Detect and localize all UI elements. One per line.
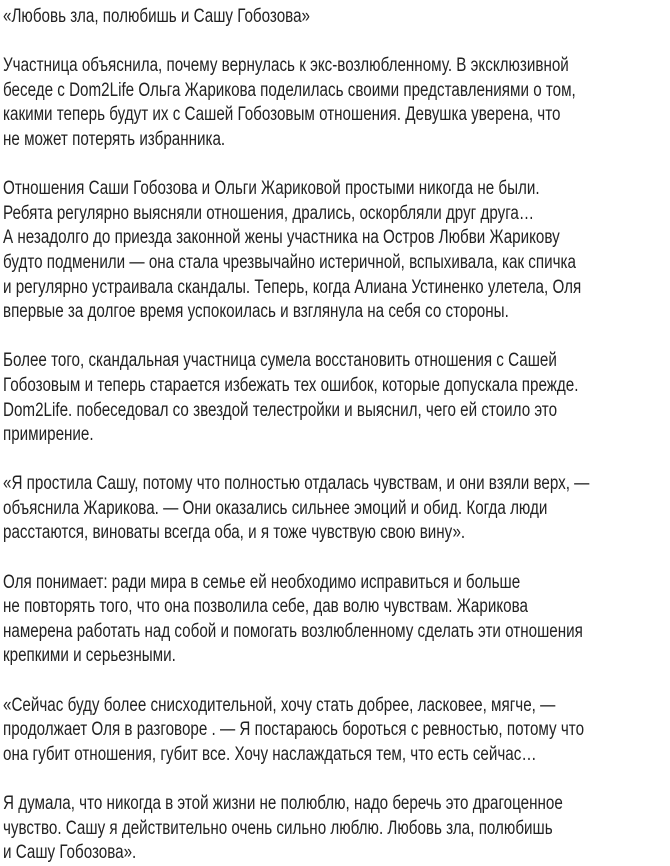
quote-2 — [3, 694, 670, 768]
paragraph-3 — [3, 349, 670, 447]
paragraph-line: впервые за долгое время успокоилась и взглянула на себя со стороны. — [3, 301, 509, 323]
paragraph-spacer — [3, 767, 670, 792]
paragraph-spacer — [3, 153, 670, 178]
quote-3 — [3, 792, 670, 866]
paragraph-line: не повторять того, что она позволила себе, дав волю чувствам. Жарикова — [3, 596, 528, 618]
paragraph-line: Оля понимает: ради мира в семье ей необходимо исправиться и больше — [3, 571, 521, 593]
paragraph-spacer — [3, 325, 670, 350]
paragraph-line: намерена работать над собой и помогать возлюбленному сделать эти отношения — [3, 620, 583, 642]
paragraph-line: «Я простила Сашу, потому что полностью отдалась чувствам, и они взяли верх, — — [3, 473, 590, 495]
paragraph-line: «Сейчас буду более снисходительной, хочу стать добрее, ласковее, мягче, — — [3, 694, 556, 716]
paragraph-line: объяснила Жарикова. — Они оказались сильнее эмоций и обид. Когда люди — [3, 497, 548, 519]
paragraph-line: Я думала, что никогда в этой жизни не полюблю, надо беречь это драгоценное — [3, 793, 563, 814]
paragraph-line: какими теперь будут их с Сашей Гобозовым отношения. Девушка уверена, что — [3, 104, 561, 126]
paragraph-line: не может потерять избранника. — [3, 128, 226, 150]
paragraph-line: чувство. Сашу я действительно очень сильно люблю. Любовь зла, полюбишь — [3, 817, 553, 839]
paragraph-line: и Сашу Гобозова». — [3, 842, 137, 864]
paragraph-line: А незадолго до приезда законной жены участника на Остров Любви Жарикову — [3, 227, 560, 249]
article-title: «Любовь зла, полюбишь и Сашу Гобозова» — [3, 6, 310, 27]
paragraph-line: расстаются, виноваты всегда оба, и я тоже чувствую свою вину». — [3, 522, 466, 544]
paragraph-line: Отношения Саши Гобозова и Ольги Жариковой простыми никогда не были. — [3, 178, 540, 200]
paragraph-spacer — [3, 448, 670, 473]
paragraph-spacer — [3, 546, 670, 571]
paragraph-line: Более того, скандальная участница сумела восстановить отношения с Сашей — [3, 350, 557, 372]
paragraph-line: Ребята регулярно выясняли отношения, дрались, оскорбляли друг друга… — [3, 202, 535, 224]
paragraph-line: беседе с Dom2Life Ольга Жарикова поделилась своими представлениями о том, — [3, 79, 576, 101]
paragraph-spacer — [3, 669, 670, 694]
paragraph-4 — [3, 571, 670, 669]
article-body — [3, 5, 670, 866]
paragraph-line: Участница объяснила, почему вернулась к экс-возлюбленному. В эксклюзивной — [3, 55, 569, 77]
paragraph-line: и регулярно устраивала скандалы. Теперь, когда Алиана Устиненко улетела, Оля — [3, 276, 582, 298]
paragraph-2 — [3, 177, 670, 325]
paragraph-line: она губит отношения, губит все. Хочу наслаждаться тем, что есть сейчас… — [3, 743, 537, 765]
paragraph-line: продолжает Оля в разговоре . — Я постараюсь бороться с ревностью, потому что — [3, 719, 585, 741]
paragraph-line: будто подменили — она стала чрезвычайно истеричной, вспыхивала, как спичка — [3, 251, 576, 273]
paragraph-line: примирение. — [3, 424, 94, 446]
paragraph-spacer — [3, 30, 670, 55]
paragraph-line: Dom2Life. побеседовал со звездой телестройки и выяснил, чего ей стоило это — [3, 399, 558, 421]
paragraph-1 — [3, 54, 670, 152]
paragraph-line: крепкими и серьезными. — [3, 645, 176, 667]
paragraph-line: Гобозовым и теперь старается избежать тех ошибок, которые допускала прежде. — [3, 374, 579, 396]
quote-1 — [3, 472, 670, 546]
